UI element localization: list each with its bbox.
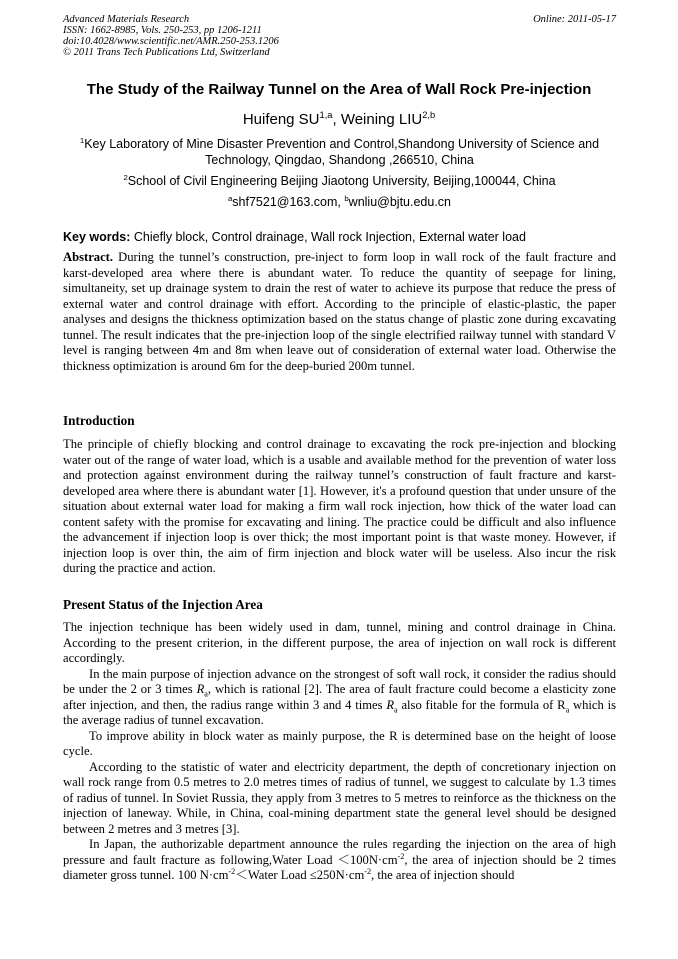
affiliation-1 — [63, 137, 616, 168]
email-b: wnliu@bjtu.edu.cn — [348, 195, 452, 209]
present-status-p2: In the main purpose of injection advance on the strongest of soft wall rock, it consider the radius should be under the 2 or 3 times $R_a$, which is rational [2]. The area of fault fracture could become a elasticity zone after injection, and then, the radius range within 3 and 4 times $R_a$ also fitable for the formula of $R_a$ which is the average radius of tunnel excavation. — [63, 666, 616, 727]
affiliation-2-mark: 2 — [123, 172, 128, 182]
affiliation-1-text: Key Laboratory of Mine Disaster Prevention and Control,Shandong University of Science and Technology, Qingdao, Shandong ,266510, China — [84, 137, 600, 167]
author-1: Huifeng SU — [242, 111, 320, 128]
keywords-text: Chiefly block, Control drainage, Wall rock Injection, External water load — [130, 230, 526, 244]
abstract — [63, 250, 616, 374]
author-line — [30, 111, 648, 128]
email-line — [63, 195, 616, 211]
abstract-label: Abstract. — [63, 250, 114, 264]
email-b-mark: b — [344, 193, 349, 203]
present-status-p4: According to the statistic of water and electricity department, the depth of concretionary injection on wall rock range from 0.5 metres to 2.0 metres times of radius of tunnel, we suggest to calculate by 1.3 times of radius of tunnel. In Soviet Russia, they apply from 3 metres to 5 metres to reinforce as the thickness on the injection of laneway. While, in China, coal-mining department state the general level should be designed between 2 metres and 3 metres [3]. — [63, 759, 616, 836]
journal-header — [63, 14, 616, 58]
issn-line: ISSN: 1662-8985, Vols. 250-253, pp 1206-1211 — [63, 25, 262, 36]
present-status-body — [63, 620, 616, 884]
affiliation-2-text: School of Civil Engineering Beijing Jiaotong University, Beijing,100044, China — [127, 174, 556, 188]
author-2: Weining LIU — [340, 111, 423, 128]
present-status-p3: To improve ability in block water as mainly purpose, the R is determined base on the height of loose cycle. — [63, 728, 616, 758]
doi-line: doi:10.4028/www.scientific.net/AMR.250-253.1206 — [63, 36, 279, 47]
introduction-heading: Introduction — [63, 413, 135, 428]
email-a: shf7521@163.com, — [232, 195, 345, 209]
introduction-text: The principle of chiefly blocking and control drainage to excavating the rock pre-injection and blocking water out of the range of water load, which is a usable and available method for the prevention of water loss and protection against environment during the railway tunnel’s construction of fault fracture and karst-developed area where there is abundant water [1]. However, it's a profound question that under unsure of the situation about external water load for making a firm wall rock injection, how thick of the water load can content safety with the promise for excavating and lining. The practice could be difficult and also influence the advancement if injection loop is over thick; the most important point is that waste money. However, if injection loop is over thin, the aim of firm injection and block water will be useless. Also incur the risk during the practice and action. — [63, 437, 616, 575]
journal-name: Advanced Materials Research — [63, 14, 190, 25]
affiliation-2 — [63, 174, 616, 190]
present-status-heading: Present Status of the Injection Area — [63, 597, 263, 612]
email-a-mark: a — [227, 193, 233, 203]
author-1-sup: 1,a — [319, 110, 333, 120]
abstract-text: During the tunnel’s construction, pre-inject to form loop in wall rock of the fault fracture and karst-developed area where there is abundant water. To reduce the quantity of seepage for lining, simultaneity, set up drainage system to drain the rest of water to achieve its purpose that reduce the press of external water and control drainage with effort. According to the principle of elastic-plastic, the paper analyses and designs the thickness optimization based on the status change of plastic zone during excavating tunnel. The result indicates that the pre-injection loop of the single electrified railway tunnel with standard V level is ranging between 4m and 8m when leave out of consideration of external water load. Otherwise the thickness optimization is around 6m for the deep-buried 200m tunnel. — [63, 250, 616, 373]
keywords — [63, 230, 616, 244]
online-date: Online: 2011-05-17 — [533, 14, 616, 25]
affiliation-1-mark: 1 — [79, 135, 85, 145]
author-separator: , — [332, 111, 341, 128]
keywords-label: Key words: — [63, 230, 131, 244]
author-2-sup: 2,b — [422, 110, 436, 120]
present-status-p1: The injection technique has been widely used in dam, tunnel, mining and control drainage in China. According to the present criterion, in the different purpose, the area of injection on wall rock is different accordingly. — [63, 620, 616, 665]
paper-title: The Study of the Railway Tunnel on the Area of Wall Rock Pre-injection — [86, 81, 592, 98]
copyright-line: © 2011 Trans Tech Publications Ltd, Switzerland — [63, 47, 270, 58]
present-status-p5: In Japan, the authorizable department announce the rules regarding the injection on the area of high pressure and fault fracture as following,Water Load $<100N\cdot cm^{-2}$, the area of injection should be 2 times diameter gross tunnel. 100 $N\cdot cm^{-2}<Water$ Load $\le 250N\cdot cm^{-2}$, the area of injection should — [63, 837, 617, 882]
